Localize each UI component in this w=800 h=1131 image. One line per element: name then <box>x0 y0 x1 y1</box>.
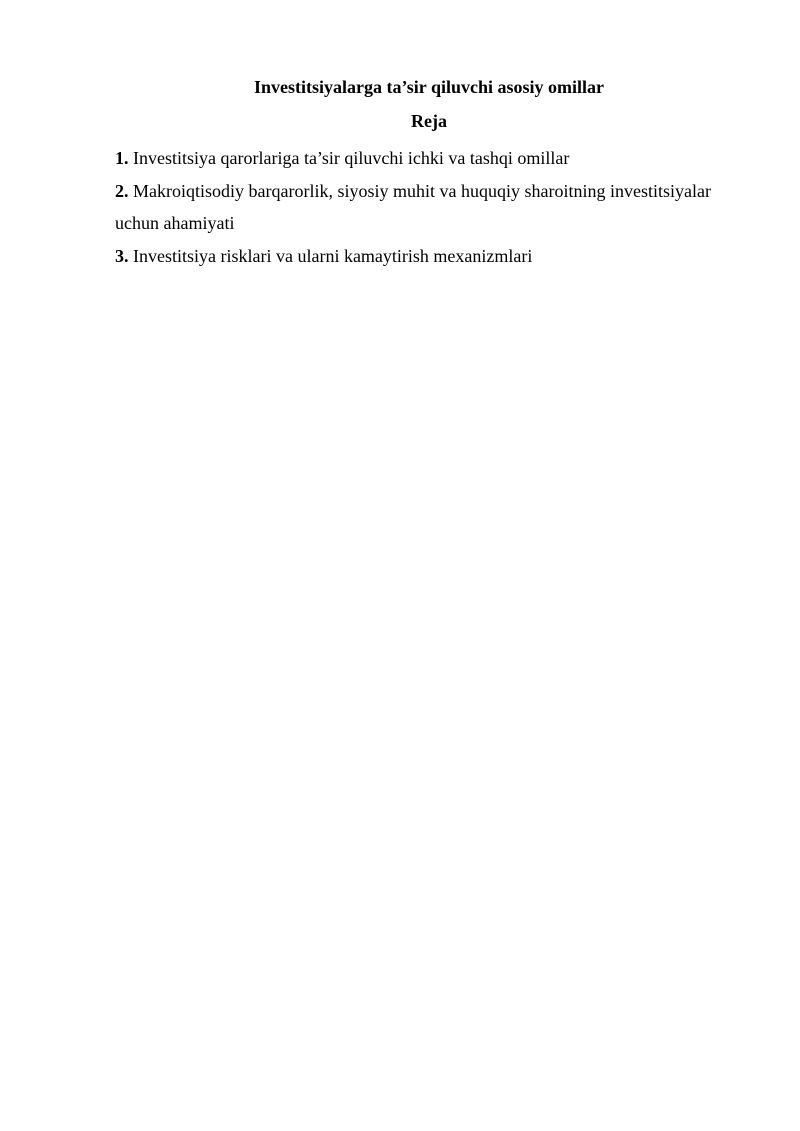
plan-item <box>115 175 755 240</box>
plan-item-number: 2. <box>115 180 129 201</box>
plan-item <box>115 240 755 273</box>
plan-heading: Reja <box>411 111 447 131</box>
plan-item <box>115 142 755 175</box>
plan-item-text: Makroiqtisodiy barqarorlik, siyosiy muhit va huquqiy sharoitning investitsiyalar uchun ahamiyati <box>115 180 711 233</box>
plan-item-text: Investitsiya risklari va ularni kamaytirish mexanizmlari <box>133 245 533 266</box>
plan-item-number: 3. <box>115 245 129 266</box>
plan-item-number: 1. <box>115 148 129 168</box>
plan-item-text: Investitsiya qarorlariga ta’sir qiluvchi ichki va tashqi omillar <box>133 148 570 168</box>
plan-list <box>115 142 755 272</box>
document-title: Investitsiyalarga ta’sir qiluvchi asosiy omillar <box>253 77 604 97</box>
